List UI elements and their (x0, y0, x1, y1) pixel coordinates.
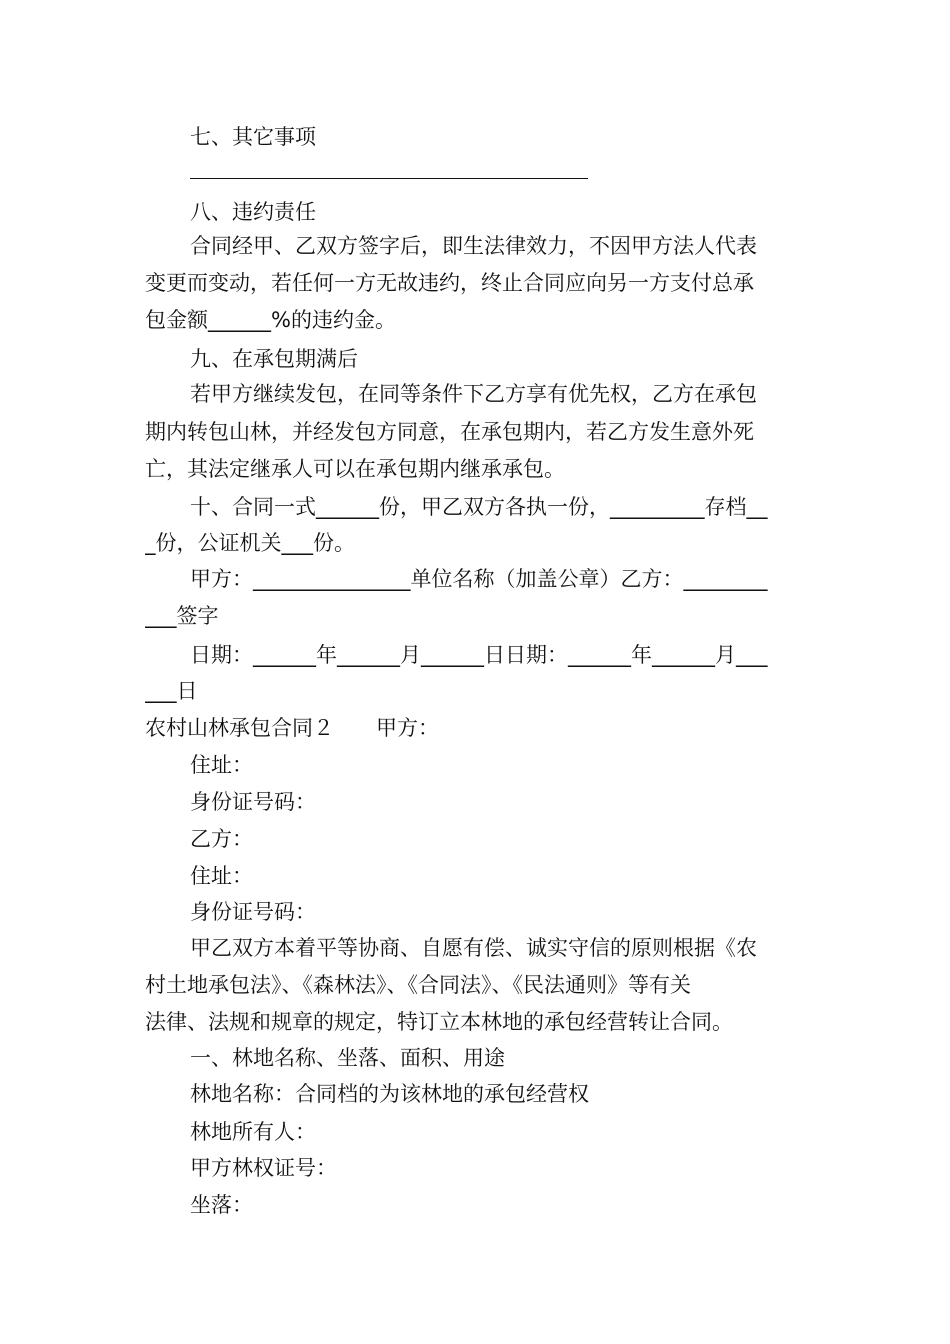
form-field-label: 乙方： (190, 827, 253, 851)
form-field-label: 住址： (190, 864, 253, 888)
paragraph-line: _份，公证机关___份。 (145, 531, 355, 555)
paragraph-line: 亡，其法定继承人可以在承包期内继承承包。 (145, 457, 565, 481)
paragraph-line: 若甲方继续发包，在同等条件下乙方享有优先权，乙方在承包 (190, 382, 757, 406)
signature-line: 甲方：_______________单位名称（加盖公章）乙方：________ (190, 567, 768, 591)
form-field-label: 住址： (190, 753, 253, 777)
section-heading: 十、合同一式______份，甲乙双方各执一份，_________存档__ (190, 495, 768, 519)
signature-line: ___签字 (145, 604, 219, 628)
form-field-label: 坐落： (190, 1193, 253, 1217)
section-heading: 九、在承包期满后 (190, 347, 358, 371)
paragraph-line: 期内转包山林，并经发包方同意，在承包期内，若乙方发生意外死 (145, 420, 754, 444)
section-heading: 八、违约责任 (190, 200, 316, 224)
form-field-label: 林地所有人： (190, 1120, 316, 1144)
form-field-label: 身份证号码： (190, 900, 316, 924)
paragraph-line: 合同经甲、乙双方签字后，即生法律效力，不因甲方法人代表 (190, 234, 757, 258)
paragraph-line: 变更而变动，若任何一方无故违约，终止合同应向另一方支付总承 (145, 271, 754, 295)
section-heading: 一、林地名称、坐落、面积、用途 (190, 1046, 505, 1070)
paragraph-line: 村土地承包法》、《森林法》、《合同法》、《民法通则》等有关 (145, 973, 691, 997)
paragraph-line: 甲乙双方本着平等协商、自愿有偿、诚实守信的原则根据《农 (190, 936, 757, 960)
form-field-label: 林地名称：合同档的为该林地的承包经营权 (190, 1082, 589, 1106)
section-heading: 七、其它事项 (190, 125, 316, 149)
blank-fill-line (190, 178, 588, 179)
form-field-label: 身份证号码： (190, 790, 316, 814)
paragraph-line: 包金额______%的违约金。 (145, 308, 396, 332)
date-line: ___日 (145, 679, 198, 703)
form-field-label: 甲方林权证号： (190, 1156, 337, 1180)
date-line: 日期：______年______月______日日期：______年______月___ (190, 643, 768, 667)
paragraph-line: 法律、法规和规章的规定，特订立本林地的承包经营转让合同。 (145, 1010, 733, 1034)
contract-title-line: 农村山林承包合同２ 甲方： (145, 716, 439, 740)
